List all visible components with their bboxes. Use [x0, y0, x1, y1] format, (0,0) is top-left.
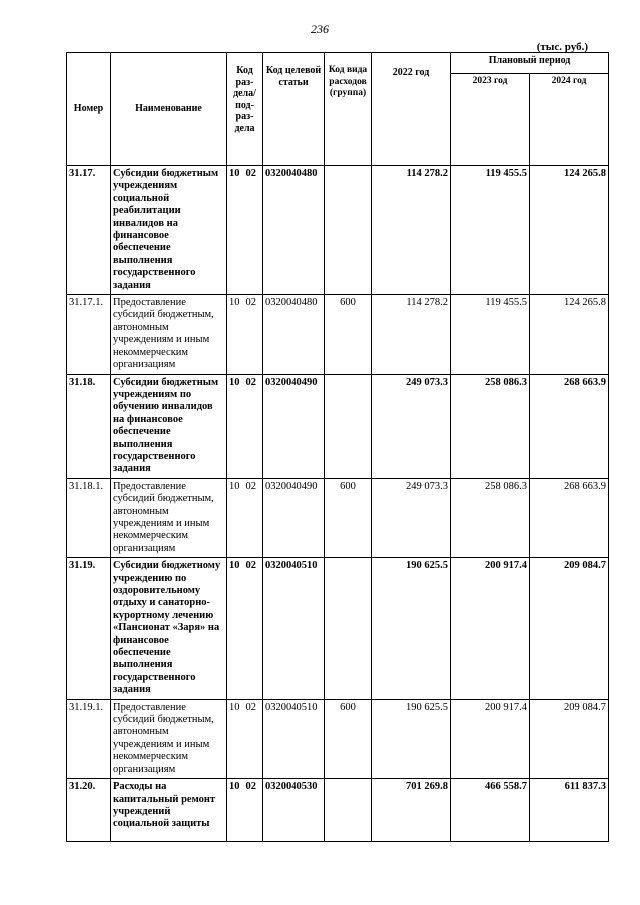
row-name: Предоставление субсидий бюджетным, автономным учреждениям и иным некоммерческим организациям — [111, 699, 227, 778]
row-name: Предоставление субсидий бюджетным, автономным учреждениям и иным некоммерческим организациям — [111, 478, 227, 557]
col-header-num: Номер — [67, 53, 111, 166]
table-row — [67, 374, 609, 478]
row-2023: 258 086.3 — [451, 374, 530, 478]
row-kvr: 600 — [325, 295, 372, 374]
row-cst: 0320040490 — [263, 478, 325, 557]
row-kvr — [325, 374, 372, 478]
row-2024: 611 837.3 — [530, 779, 609, 842]
row-2024: 209 084.7 — [530, 699, 609, 778]
row-2024: 268 663.9 — [530, 374, 609, 478]
row-name: Субсидии бюджетным учреждениям социальной реабилитации инвалидов на финансовое обеспечение выполнения государственного задания — [111, 166, 227, 295]
row-podrazdel: 02 — [244, 558, 263, 699]
row-2023: 466 558.7 — [451, 779, 530, 842]
row-cst: 0320040480 — [263, 295, 325, 374]
header-row — [67, 53, 609, 74]
row-2023: 200 917.4 — [451, 558, 530, 699]
row-podrazdel: 02 — [244, 478, 263, 557]
table-row — [67, 558, 609, 699]
row-2023: 119 455.5 — [451, 166, 530, 295]
units-label: (тыс. руб.) — [536, 41, 588, 53]
col-header-name: Наименование — [111, 53, 227, 166]
row-number: 31.17. — [67, 166, 111, 295]
row-razdel: 10 — [227, 166, 244, 295]
row-cst: 0320040510 — [263, 558, 325, 699]
row-2022: 190 625.5 — [372, 558, 451, 699]
col-header-kvr: Код вида расходов (группа) — [325, 53, 372, 166]
row-2023: 200 917.4 — [451, 699, 530, 778]
table-row — [67, 478, 609, 557]
row-kvr — [325, 779, 372, 842]
row-razdel: 10 — [227, 295, 244, 374]
col-header-2022: 2022 год — [372, 53, 451, 166]
row-kvr — [325, 558, 372, 699]
row-2022: 249 073.3 — [372, 478, 451, 557]
row-2022: 114 278.2 — [372, 166, 451, 295]
row-name: Субсидии бюджетным учреждениям по обучению инвалидов на финансовое обеспечение выполнения государственного задания — [111, 374, 227, 478]
row-cst: 0320040480 — [263, 166, 325, 295]
col-header-planning: Плановый период — [451, 53, 609, 74]
row-razdel: 10 — [227, 374, 244, 478]
row-2024: 209 084.7 — [530, 558, 609, 699]
row-razdel: 10 — [227, 478, 244, 557]
row-2023: 119 455.5 — [451, 295, 530, 374]
row-name: Субсидии бюджетному учреждению по оздоровительному отдыху и санаторно-курортному лечению «Пансионат «Заря» на финансовое обеспечение выполнения государственного задания — [111, 558, 227, 699]
row-razdel: 10 — [227, 779, 244, 842]
col-header-2024: 2024 год — [530, 74, 609, 166]
row-name: Предоставление субсидий бюджетным, автономным учреждениям и иным некоммерческим организациям — [111, 295, 227, 374]
row-2024: 268 663.9 — [530, 478, 609, 557]
table-row — [67, 779, 609, 842]
table-row — [67, 295, 609, 374]
row-cst: 0320040530 — [263, 779, 325, 842]
row-2024: 124 265.8 — [530, 166, 609, 295]
col-header-razdel: Код раз-дела/ под-раз-дела — [227, 53, 263, 166]
row-2022: 190 625.5 — [372, 699, 451, 778]
table-row — [67, 166, 609, 295]
row-podrazdel: 02 — [244, 699, 263, 778]
row-number: 31.18. — [67, 374, 111, 478]
col-header-2023: 2023 год — [451, 74, 530, 166]
row-cst: 0320040490 — [263, 374, 325, 478]
row-number: 31.20. — [67, 779, 111, 842]
row-number: 31.17.1. — [67, 295, 111, 374]
row-number: 31.19.1. — [67, 699, 111, 778]
row-2022: 249 073.3 — [372, 374, 451, 478]
table-row — [67, 699, 609, 778]
row-podrazdel: 02 — [244, 166, 263, 295]
row-razdel: 10 — [227, 699, 244, 778]
row-name: Расходы на капитальный ремонт учреждений социальной защиты — [111, 779, 227, 842]
row-2023: 258 086.3 — [451, 478, 530, 557]
row-kvr: 600 — [325, 478, 372, 557]
col-header-cst: Код целевой статьи — [263, 53, 325, 166]
row-podrazdel: 02 — [244, 779, 263, 842]
row-number: 31.18.1. — [67, 478, 111, 557]
row-podrazdel: 02 — [244, 374, 263, 478]
row-2024: 124 265.8 — [530, 295, 609, 374]
row-razdel: 10 — [227, 558, 244, 699]
row-kvr: 600 — [325, 699, 372, 778]
row-2022: 114 278.2 — [372, 295, 451, 374]
page-number: 236 — [311, 22, 329, 36]
budget-table — [66, 52, 609, 842]
row-kvr — [325, 166, 372, 295]
row-number: 31.19. — [67, 558, 111, 699]
row-podrazdel: 02 — [244, 295, 263, 374]
row-cst: 0320040510 — [263, 699, 325, 778]
row-2022: 701 269.8 — [372, 779, 451, 842]
